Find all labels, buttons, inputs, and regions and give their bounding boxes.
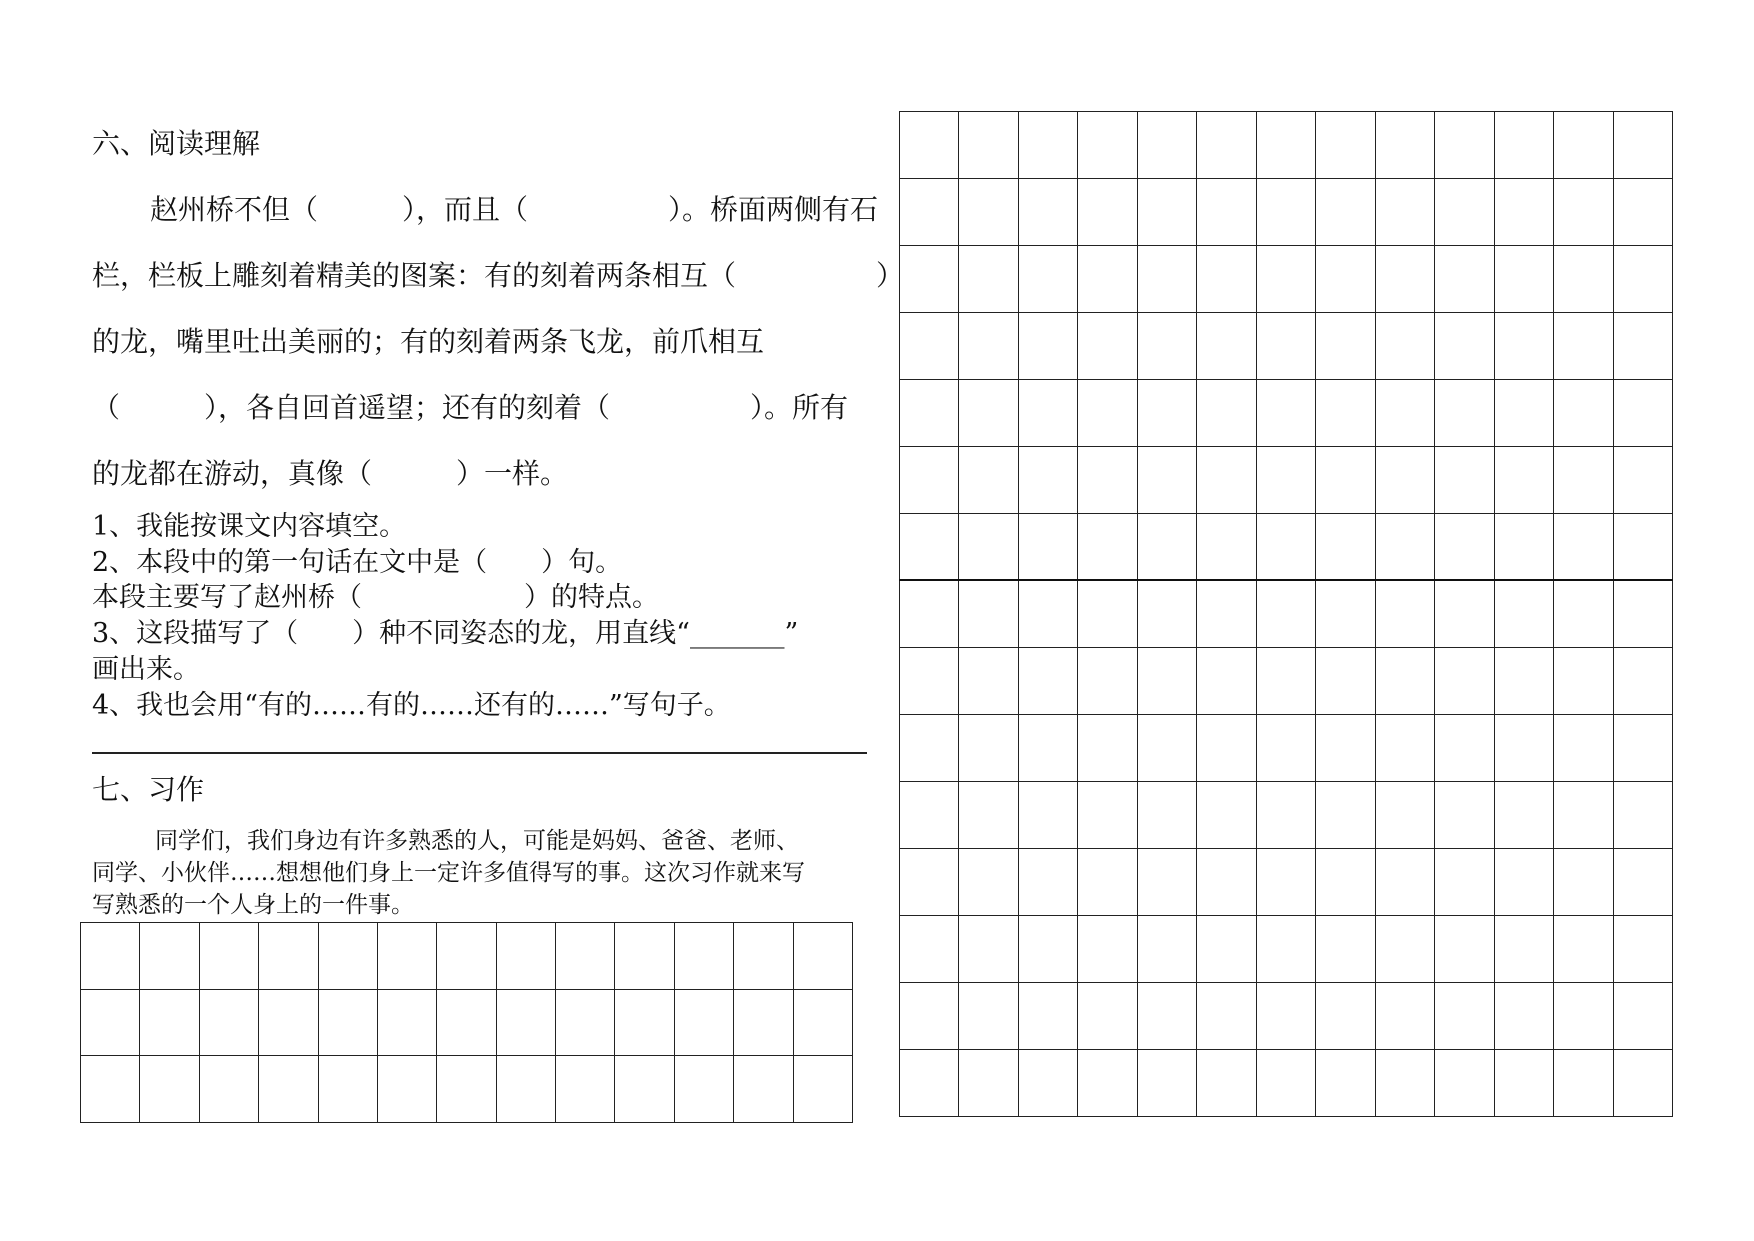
grid-cell[interactable] <box>1614 1050 1673 1117</box>
grid-cell[interactable] <box>1435 715 1494 782</box>
grid-cell[interactable] <box>1257 916 1316 983</box>
grid-cell[interactable] <box>1138 983 1197 1050</box>
grid-cell[interactable] <box>900 447 959 514</box>
grid-cell[interactable] <box>497 923 556 990</box>
grid-cell[interactable] <box>1078 313 1137 380</box>
grid-cell[interactable] <box>959 983 1018 1050</box>
grid-cell[interactable] <box>1614 179 1673 246</box>
grid-cell[interactable] <box>556 923 615 990</box>
grid-cell[interactable] <box>1078 1050 1137 1117</box>
grid-cell[interactable] <box>900 380 959 447</box>
grid-cell[interactable] <box>1376 648 1435 715</box>
grid-cell[interactable] <box>1614 514 1673 581</box>
grid-cell[interactable] <box>1614 849 1673 916</box>
grid-cell[interactable] <box>1435 916 1494 983</box>
grid-cell[interactable] <box>1495 313 1554 380</box>
grid-cell[interactable] <box>1078 983 1137 1050</box>
grid-cell[interactable] <box>1316 983 1375 1050</box>
grid-cell[interactable] <box>1614 112 1673 179</box>
grid-cell[interactable] <box>1554 715 1613 782</box>
grid-cell[interactable] <box>1316 715 1375 782</box>
grid-cell[interactable] <box>1257 380 1316 447</box>
grid-cell[interactable] <box>1495 246 1554 313</box>
grid-cell[interactable] <box>319 990 378 1057</box>
grid-cell[interactable] <box>1078 112 1137 179</box>
grid-cell[interactable] <box>1495 380 1554 447</box>
grid-cell[interactable] <box>1495 715 1554 782</box>
grid-cell[interactable] <box>1554 179 1613 246</box>
grid-cell[interactable] <box>959 916 1018 983</box>
grid-cell[interactable] <box>959 782 1018 849</box>
grid-cell[interactable] <box>1376 782 1435 849</box>
grid-cell[interactable] <box>1138 648 1197 715</box>
reading-heading: 六、阅读理解 <box>92 127 261 160</box>
grid-cell[interactable] <box>1197 179 1256 246</box>
grid-cell[interactable] <box>1316 112 1375 179</box>
grid-cell[interactable] <box>1316 1050 1375 1117</box>
grid-cell[interactable] <box>1197 648 1256 715</box>
grid-cell[interactable] <box>81 990 140 1057</box>
grid-cell[interactable] <box>615 990 674 1057</box>
grid-cell[interactable] <box>734 1056 793 1123</box>
grid-cell[interactable] <box>1554 849 1613 916</box>
grid-cell[interactable] <box>1138 581 1197 648</box>
grid-cell[interactable] <box>1257 849 1316 916</box>
grid-cell[interactable] <box>1078 648 1137 715</box>
grid-cell[interactable] <box>1316 179 1375 246</box>
grid-cell[interactable] <box>1019 514 1078 581</box>
grid-cell[interactable] <box>140 923 199 990</box>
grid-cell[interactable] <box>900 782 959 849</box>
grid-cell[interactable] <box>1257 782 1316 849</box>
grid-cell[interactable] <box>1376 514 1435 581</box>
grid-cell[interactable] <box>1138 179 1197 246</box>
grid-cell[interactable] <box>1316 782 1375 849</box>
grid-cell[interactable] <box>1376 112 1435 179</box>
passage-line-3: 的龙，嘴里吐出美丽的；有的刻着两条飞龙，前爪相互 <box>92 325 765 358</box>
question-1: 1、我能按课文内容填空。 <box>92 511 407 542</box>
grid-cell[interactable] <box>259 1056 318 1123</box>
grid-cell[interactable] <box>1554 380 1613 447</box>
grid-cell[interactable] <box>1257 447 1316 514</box>
grid-cell[interactable] <box>734 923 793 990</box>
grid-cell[interactable] <box>900 715 959 782</box>
grid-cell[interactable] <box>1614 715 1673 782</box>
grid-cell[interactable] <box>1495 1050 1554 1117</box>
question-2b: 本段主要写了赵州桥（ ）的特点。 <box>92 582 659 613</box>
grid-cell[interactable] <box>1078 581 1137 648</box>
grid-cell[interactable] <box>675 1056 734 1123</box>
grid-cell[interactable] <box>615 923 674 990</box>
grid-cell[interactable] <box>1078 179 1137 246</box>
grid-cell[interactable] <box>1019 983 1078 1050</box>
grid-cell[interactable] <box>1019 782 1078 849</box>
grid-cell[interactable] <box>1316 648 1375 715</box>
grid-cell[interactable] <box>81 923 140 990</box>
grid-cell[interactable] <box>1435 447 1494 514</box>
grid-cell[interactable] <box>1197 380 1256 447</box>
grid-cell[interactable] <box>1197 246 1256 313</box>
grid-cell[interactable] <box>1435 380 1494 447</box>
writing-prompt-line-3: 写熟悉的一个人身上的一件事。 <box>92 892 414 918</box>
grid-cell[interactable] <box>1495 983 1554 1050</box>
grid-cell[interactable] <box>1138 380 1197 447</box>
grid-cell[interactable] <box>1197 715 1256 782</box>
grid-cell[interactable] <box>1376 581 1435 648</box>
grid-cell[interactable] <box>959 514 1018 581</box>
grid-cell[interactable] <box>1376 715 1435 782</box>
writing-prompt-line-1: 同学们，我们身边有许多熟悉的人，可能是妈妈、爸爸、老师、 <box>155 828 799 854</box>
question-3: 3、这段描写了（ ）种不同姿态的龙，用直线“_______” <box>92 618 799 649</box>
grid-cell[interactable] <box>1376 313 1435 380</box>
grid-cell[interactable] <box>1554 246 1613 313</box>
grid-cell[interactable] <box>1138 782 1197 849</box>
grid-cell[interactable] <box>1554 916 1613 983</box>
grid-cell[interactable] <box>1078 514 1137 581</box>
grid-cell[interactable] <box>378 990 437 1057</box>
grid-cell[interactable] <box>1376 179 1435 246</box>
grid-cell[interactable] <box>1138 1050 1197 1117</box>
grid-cell[interactable] <box>900 112 959 179</box>
grid-cell[interactable] <box>1197 313 1256 380</box>
grid-cell[interactable] <box>1138 715 1197 782</box>
grid-cell[interactable] <box>1435 179 1494 246</box>
grid-cell[interactable] <box>497 1056 556 1123</box>
grid-cell[interactable] <box>1019 179 1078 246</box>
grid-cell[interactable] <box>959 246 1018 313</box>
grid-cell[interactable] <box>1078 715 1137 782</box>
grid-cell[interactable] <box>1554 648 1613 715</box>
grid-cell[interactable] <box>1316 514 1375 581</box>
grid-cell[interactable] <box>1257 648 1316 715</box>
grid-cell[interactable] <box>959 1050 1018 1117</box>
writing-prompt-line-2: 同学、小伙伴……想想他们身上一定许多值得写的事。这次习作就来写 <box>92 860 805 886</box>
grid-cell[interactable] <box>959 179 1018 246</box>
grid-cell[interactable] <box>1316 447 1375 514</box>
grid-cell[interactable] <box>1435 246 1494 313</box>
grid-cell[interactable] <box>900 514 959 581</box>
grid-cell[interactable] <box>1078 246 1137 313</box>
grid-cell[interactable] <box>556 990 615 1057</box>
writing-heading: 七、习作 <box>92 773 205 806</box>
grid-cell[interactable] <box>900 983 959 1050</box>
grid-cell[interactable] <box>200 1056 259 1123</box>
grid-cell[interactable] <box>1019 849 1078 916</box>
grid-cell[interactable] <box>1257 246 1316 313</box>
grid-cell[interactable] <box>1197 782 1256 849</box>
grid-cell[interactable] <box>1554 514 1613 581</box>
grid-cell[interactable] <box>1435 648 1494 715</box>
grid-cell[interactable] <box>1019 380 1078 447</box>
grid-cell[interactable] <box>959 648 1018 715</box>
grid-cell[interactable] <box>1435 313 1494 380</box>
grid-cell[interactable] <box>1197 1050 1256 1117</box>
grid-cell[interactable] <box>1078 782 1137 849</box>
grid-cell[interactable] <box>1138 313 1197 380</box>
grid-cell[interactable] <box>1554 983 1613 1050</box>
grid-cell[interactable] <box>959 380 1018 447</box>
grid-cell[interactable] <box>1019 648 1078 715</box>
grid-cell[interactable] <box>1554 581 1613 648</box>
grid-cell[interactable] <box>900 648 959 715</box>
grid-cell[interactable] <box>794 923 853 990</box>
grid-cell[interactable] <box>1316 380 1375 447</box>
grid-cell[interactable] <box>1614 648 1673 715</box>
grid-cell[interactable] <box>1138 447 1197 514</box>
grid-cell[interactable] <box>1138 514 1197 581</box>
grid-cell[interactable] <box>1435 581 1494 648</box>
grid-cell[interactable] <box>378 1056 437 1123</box>
grid-cell[interactable] <box>1376 380 1435 447</box>
grid-cell[interactable] <box>1197 581 1256 648</box>
grid-cell[interactable] <box>1554 782 1613 849</box>
grid-cell[interactable] <box>1019 581 1078 648</box>
grid-cell[interactable] <box>1316 313 1375 380</box>
grid-cell[interactable] <box>1257 179 1316 246</box>
grid-cell[interactable] <box>1614 916 1673 983</box>
grid-cell[interactable] <box>378 923 437 990</box>
grid-cell[interactable] <box>1257 112 1316 179</box>
grid-cell[interactable] <box>1554 112 1613 179</box>
grid-cell[interactable] <box>900 849 959 916</box>
grid-cell[interactable] <box>1495 514 1554 581</box>
grid-divider-line <box>899 579 1673 581</box>
grid-cell[interactable] <box>1078 849 1137 916</box>
grid-cell[interactable] <box>1138 916 1197 983</box>
grid-cell[interactable] <box>1138 112 1197 179</box>
grid-cell[interactable] <box>1376 916 1435 983</box>
passage-line-1: 赵州桥不但（ ），而且（ ）。桥面两侧有石 <box>150 193 879 226</box>
grid-cell[interactable] <box>556 1056 615 1123</box>
grid-cell[interactable] <box>959 112 1018 179</box>
grid-cell[interactable] <box>437 990 496 1057</box>
grid-cell[interactable] <box>1257 514 1316 581</box>
grid-cell[interactable] <box>1376 983 1435 1050</box>
grid-cell[interactable] <box>1019 112 1078 179</box>
grid-cell[interactable] <box>1197 514 1256 581</box>
grid-cell[interactable] <box>1614 782 1673 849</box>
grid-cell[interactable] <box>1019 246 1078 313</box>
passage-line-5: 的龙都在游动，真像（ ）一样。 <box>92 457 569 490</box>
grid-cell[interactable] <box>1019 447 1078 514</box>
grid-cell[interactable] <box>140 1056 199 1123</box>
grid-cell[interactable] <box>1019 313 1078 380</box>
grid-cell[interactable] <box>1495 648 1554 715</box>
grid-cell[interactable] <box>81 1056 140 1123</box>
grid-cell[interactable] <box>1257 983 1316 1050</box>
grid-cell[interactable] <box>1257 581 1316 648</box>
grid-cell[interactable] <box>959 447 1018 514</box>
grid-cell[interactable] <box>1376 1050 1435 1117</box>
writing-grid-left[interactable] <box>80 922 853 1123</box>
grid-cell[interactable] <box>1495 849 1554 916</box>
grid-cell[interactable] <box>1078 380 1137 447</box>
grid-cell[interactable] <box>1376 849 1435 916</box>
grid-cell[interactable] <box>900 1050 959 1117</box>
grid-cell[interactable] <box>1495 782 1554 849</box>
grid-cell[interactable] <box>900 313 959 380</box>
grid-cell[interactable] <box>1019 715 1078 782</box>
grid-cell[interactable] <box>1078 447 1137 514</box>
grid-cell[interactable] <box>1435 983 1494 1050</box>
grid-cell[interactable] <box>1495 916 1554 983</box>
grid-cell[interactable] <box>1554 1050 1613 1117</box>
grid-cell[interactable] <box>959 313 1018 380</box>
grid-cell[interactable] <box>1614 313 1673 380</box>
grid-cell[interactable] <box>1376 447 1435 514</box>
grid-cell[interactable] <box>1614 380 1673 447</box>
grid-cell[interactable] <box>1197 983 1256 1050</box>
grid-cell[interactable] <box>1257 715 1316 782</box>
grid-cell[interactable] <box>200 990 259 1057</box>
grid-cell[interactable] <box>1197 112 1256 179</box>
writing-grid-right[interactable] <box>899 111 1673 1117</box>
grid-cell[interactable] <box>437 1056 496 1123</box>
grid-cell[interactable] <box>959 581 1018 648</box>
grid-cell[interactable] <box>900 916 959 983</box>
answer-line <box>92 752 867 754</box>
grid-cell[interactable] <box>1197 447 1256 514</box>
grid-cell[interactable] <box>1257 313 1316 380</box>
grid-cell[interactable] <box>1435 782 1494 849</box>
passage-line-4: （ ），各自回首遥望；还有的刻着（ ）。所有 <box>92 391 849 424</box>
question-2: 2、本段中的第一句话在文中是（ ）句。 <box>92 547 623 578</box>
grid-cell[interactable] <box>1495 112 1554 179</box>
grid-cell[interactable] <box>794 1056 853 1123</box>
grid-cell[interactable] <box>1614 447 1673 514</box>
grid-cell[interactable] <box>1138 246 1197 313</box>
grid-cell[interactable] <box>1019 1050 1078 1117</box>
grid-cell[interactable] <box>1078 916 1137 983</box>
grid-cell[interactable] <box>1614 983 1673 1050</box>
grid-cell[interactable] <box>1435 1050 1494 1117</box>
grid-cell[interactable] <box>1197 849 1256 916</box>
grid-cell[interactable] <box>1554 447 1613 514</box>
grid-cell[interactable] <box>615 1056 674 1123</box>
grid-cell[interactable] <box>1197 916 1256 983</box>
grid-cell[interactable] <box>1554 313 1613 380</box>
grid-cell[interactable] <box>959 715 1018 782</box>
grid-cell[interactable] <box>1316 581 1375 648</box>
grid-cell[interactable] <box>319 1056 378 1123</box>
grid-cell[interactable] <box>900 581 959 648</box>
grid-cell[interactable] <box>259 923 318 990</box>
grid-cell[interactable] <box>497 990 556 1057</box>
grid-cell[interactable] <box>900 179 959 246</box>
grid-cell[interactable] <box>1435 112 1494 179</box>
grid-cell[interactable] <box>1435 514 1494 581</box>
grid-cell[interactable] <box>959 849 1018 916</box>
grid-cell[interactable] <box>1614 246 1673 313</box>
grid-cell[interactable] <box>1495 447 1554 514</box>
grid-cell[interactable] <box>1316 849 1375 916</box>
grid-cell[interactable] <box>319 923 378 990</box>
grid-cell[interactable] <box>1316 916 1375 983</box>
grid-cell[interactable] <box>1376 246 1435 313</box>
grid-cell[interactable] <box>259 990 318 1057</box>
grid-cell[interactable] <box>1257 1050 1316 1117</box>
grid-cell[interactable] <box>1495 179 1554 246</box>
grid-cell[interactable] <box>437 923 496 990</box>
grid-cell[interactable] <box>1316 246 1375 313</box>
grid-cell[interactable] <box>140 990 199 1057</box>
grid-cell[interactable] <box>1614 581 1673 648</box>
grid-cell[interactable] <box>900 246 959 313</box>
grid-cell[interactable] <box>675 923 734 990</box>
question-4: 4、我也会用“有的……有的……还有的……”写句子。 <box>92 690 731 721</box>
grid-cell[interactable] <box>734 990 793 1057</box>
passage-line-2: 栏，栏板上雕刻着精美的图案：有的刻着两条相互（ ） <box>92 259 905 292</box>
question-3b: 画出来。 <box>92 654 200 685</box>
grid-cell[interactable] <box>1435 849 1494 916</box>
grid-cell[interactable] <box>794 990 853 1057</box>
grid-cell[interactable] <box>1019 916 1078 983</box>
grid-cell[interactable] <box>1495 581 1554 648</box>
grid-cell[interactable] <box>200 923 259 990</box>
grid-cell[interactable] <box>675 990 734 1057</box>
grid-cell[interactable] <box>1138 849 1197 916</box>
